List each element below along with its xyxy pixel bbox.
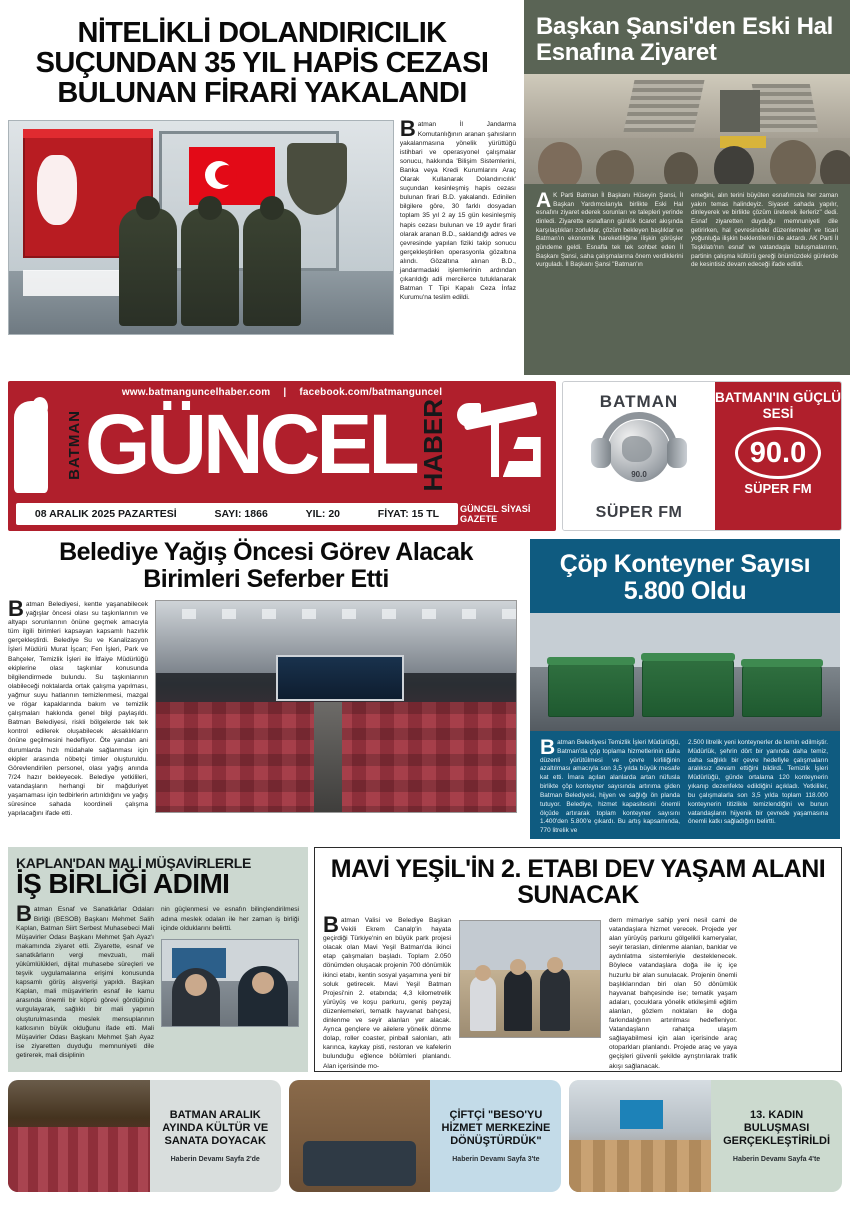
teaser-card[interactable] (8, 1080, 281, 1192)
radio-logo-top-text: BATMAN (599, 392, 679, 411)
trash-bin-icon (548, 663, 634, 717)
mavi-headline: MAVİ YEŞİL'İN 2. ETABI DEV YAŞAM ALANI SUNACAK (330, 855, 826, 909)
lead-article-body (8, 116, 516, 335)
radio-ad-bottom: SÜPER FM (744, 481, 812, 497)
teaser-photo (289, 1080, 431, 1192)
lead-headline: NİTELİKLİ DOLANDIRICILIK SUÇUNDAN 35 YIL HAPİS CEZASI BULUNAN FİRARİ YAKALANDI (35, 17, 489, 110)
cop-body (530, 731, 840, 848)
teaser-card[interactable] (569, 1080, 842, 1192)
second-section (8, 539, 842, 839)
cop-col1: Batman Belediyesi Temizlik İşleri Müdürlüğü, Batman'da çöp toplama hizmetlerinin daha düzenli yürütülmesi ve çevre kirliliğinin azaltılması amacıyla son 3,5 yılda büyük mesafe kat etti. İmara açılan alanlarda artan nüfusla birlikte çöp konteyner sayısında artırıma giden Batman Belediyesi, hijyen ve sağlığı ön planda tutuyor. Belediye, hizmet kapasitesini önemli ölçüde artırarak toplam konteyner sayısını 1.400'den 5.800'e çıkardı. Bu artış kapsamında, 770 litrelik ve (540, 736, 680, 835)
kaplan-headline: İŞ BİRLİĞİ ADIMI (16, 868, 230, 899)
masthead-brand-title: GÜNCEL (85, 397, 416, 492)
cop-photo (530, 613, 840, 731)
cop-col2: 2.500 litrelik yeni konteynerler de temin edilmiştir. Müdürlük, şehrin dört bir yanında daha temiz, daha sağlıklı bir çevre hedefiyle çalışmaların aralıksız devam ettiğini bildirdi. Temizlik İşleri Müdürlüğü, günde ortalama 120 konteynerin yıkanıp dezenfekte edildiğini açıkladı. Yetkililer, bu çalışmalarla son 3,5 yılda toplam 118.000 konteynerin titizlikle temizlendiğini ve bunun vatandaşların hijyenik bir çevrede yaşamasına önemli katkı sağladığını belirtti. (688, 739, 828, 826)
issue-number: SAYI: 1866 (214, 508, 268, 520)
teaser-photo (569, 1080, 711, 1192)
teaser-photo (8, 1080, 150, 1192)
mavi-col2: dern mimariye sahip yeni nesil cami de vatandaşlara hizmet verecek. Projede yer alan yürüyüş parkuru gölgelikli kameryalar, seyir terasları, dinlenme alanları, banklar ve aydınlatma sistemleriyle desteklenecek. Böylece vatandaşlara doğa ile iç içe huzurlu bir alan sunulacak. Projenin önemli başlıklarından biri olan 50 dönümlük hayvanat bahçesinde ise; tematik yaşam adaları, çocuklara yönelik etkileşimli eğitim alanları, gözlem noktaları ile doğa farkındalığının artırılması hedefleniyor. Vatandaşların rahatça ulaşım sağlayabilmesi için alan içerisinde araç otoparkları planlandı. Projede araç ve yaya geçişleri güvenli şekilde ayrıştırılarak trafik akışı sağlanacak. (609, 917, 737, 1070)
facebook-url[interactable]: facebook.com/batmanguncel (299, 387, 443, 398)
headphone-right-icon (667, 438, 687, 468)
masthead-tagline: GÜNCEL SİYASİ GAZETE (460, 504, 531, 524)
belediye-body (8, 596, 524, 818)
jandarma-emblem-icon (287, 143, 347, 215)
belediye-text: Batman Belediyesi, kentte yaşanabilecek yağışlar öncesi olası su taşkınlarının ve altyapı sorunlarının önüne geçmek amacıyla tüm ilgili birimleri kapsayan kapsamlı hazırlık gerçekleştirdi. Belediye Su ve Kanalizasyon İşleri Müdürü Murat İşcan; Fen İşleri, Park ve Bahçeler, Temizlik İşleri ile İtfaiye Müdürlüğü ekiplerine olası taşkınlar konusunda bilgilendirmede bulundu. Su taşkınlarının olabileceği noktalarda ortak çalışma yapılması, yağmur suyu hatlarının temizlenmesi, mazgal ve rögar kapaklarında bakım ve temizlik çalışmaları hakkında genel bilgi paylaşıldı. Batman Belediyesi, riskli bölgelerde tek tek kontrol edilerek oluşabilecek aksaklıkların önüne geçilmesini hedefliyor. Öte yandan ani durumlarda hızlı müdahale sağlanması için ekipler arasında nöbetçi timler oluşturuldu. Görevlendirilen personel, olası yağış anında 7/24 hazır bekleyecek. Belediye yetkilileri, vatandaşların herhangi bir mağduriyet yaşamaması için tedbirlerin artırıldığını ve yağış süresince sahada koordineli çalışma yapılacağını ifade etti. (8, 596, 148, 818)
lead-article-photo (8, 120, 394, 335)
mavi-yesil-article (314, 847, 842, 1072)
publication-date: 08 ARALIK 2025 PAZARTESİ (34, 508, 177, 520)
teaser-title: ÇİFTÇİ "BESO'YU HİZMET MERKEZİNE DÖNÜŞTÜRDÜK" (441, 1108, 551, 1148)
kaplan-photo (161, 939, 299, 1027)
top-section (0, 0, 850, 375)
radio-logo (563, 382, 715, 530)
third-section (8, 847, 842, 1072)
publication-year: YIL: 20 (305, 508, 341, 520)
masthead-info-bar (16, 503, 458, 525)
belediye-headline: Belediye Yağış Öncesi Görev Alacak Birimleri Seferber Etti (59, 538, 473, 593)
top-right-article (524, 0, 850, 375)
bottom-teasers (8, 1080, 842, 1192)
turkish-flag-icon (189, 147, 275, 205)
masthead (8, 381, 842, 531)
belediye-article (8, 539, 524, 839)
woman-silhouette-icon (8, 395, 66, 495)
top-right-headline: Başkan Şansi'den Eski Hal Esnafına Ziyaret (536, 13, 834, 66)
masthead-logo-panel (8, 381, 556, 531)
mavi-col1: Batman Valisi ve Belediye Başkan Vekili Ekrem Canalp'in hayata geçirdiği Türkiye'nin en büyük park projesi olacak olan Mavi Yeşil Batman'da ikinci etap çalışmaları başladı. Toplam 2.050 dönümden oluşacak projenin 700 dönümlük ikinci etabı, kentin sosyal yaşamına yeni bir soluk getirecek. Mavi Yeşil Batman Projesi'nin 2. etabında; 4,3 kilometrelik yürüyüş ve koşu parkuru, geniş peyzaj düzenlemeleri, tematik hayvanat bahçesi, dinlenme ve seyir alanları yer alacak. Ayrıca gençlere ve ailelere yönelik dönme dolap, roller coaster, pinball salonları, atlı karınca, kaykay pisti, restoran ve kafelerin bulunduğu eğlence bölümleri planlandı. Alan içerisinde mo- (323, 912, 451, 1070)
website-url[interactable]: www.batmanguncelhaber.com (121, 387, 271, 398)
teaser-more-link[interactable]: Haberin Devamı Sayfa 3'te (452, 1156, 540, 1164)
teaser-more-link[interactable]: Haberin Devamı Sayfa 4'te (732, 1156, 821, 1164)
headphone-left-icon (591, 438, 611, 468)
top-right-body (524, 184, 850, 282)
kaplan-article (8, 847, 308, 1072)
trash-bin-icon (642, 659, 734, 717)
photo-banner-header (23, 129, 153, 138)
radio-logo-frequency-small: 90.0 (631, 470, 647, 479)
cop-konteyner-article (530, 539, 840, 839)
teaser-title: 13. KADIN BULUŞMASI GERÇEKLEŞTİRİLDİ (723, 1108, 831, 1148)
radio-frequency-badge: 90.0 (735, 427, 821, 479)
lead-body-text: Batman İl Jandarma Komutanlığının aranan şahısların yakalanmasına yönelik yürüttüğü istihbari ve operasyonel çalışmalar sonucu, hakkında 'Bilişim Sistemlerini, Banka veya Kredi Kurumlarını Araç Olarak Kullanarak Dolandırıcılık' suçundan kesinleşmiş hapis cezası bulunan firari B.D. yakalandı. Edinilen bilgilere göre, 30 farklı dosyadan toplam 35 yıl 2 ay 15 gün kesinleşmiş hapis cezası bulunan ve 19 aydır firari olarak aranan B.D., saklandığı adres ve çevresinde yapılan fiziki takip sonucu gerçekleştirilen operasyonla gözaltına alındı. Gözaltına alınan B.D., jandarmadaki işlemlerinin ardından çıkarıldığı adli mercilerce tutuklanarak Batman T Tipi Kapalı Ceza İnfaz Kurumu'na teslim edildi. (399, 116, 516, 302)
photo-officer (119, 208, 177, 326)
kaplan-kicker: KAPLAN'DAN MALİ MÜŞAVİRLERLE (16, 855, 251, 871)
trash-bin-icon (742, 665, 822, 717)
radio-ad[interactable] (562, 381, 842, 531)
oil-derrick-icon (455, 397, 545, 493)
teaser-card[interactable] (289, 1080, 562, 1192)
kaplan-col2: nin güçlenmesi ve esnafın bilinçlendirilmesi adına meslek odaları ile her zaman iş birliği içinde olduklarını belirtti. (161, 906, 299, 932)
teaser-more-link[interactable]: Haberin Devamı Sayfa 2'de (170, 1156, 260, 1164)
photo-officer (243, 208, 301, 326)
radio-logo-bottom-text: SÜPER FM (595, 504, 683, 521)
belediye-photo (155, 600, 517, 813)
teaser-title: BATMAN ARALIK AYINDA KÜLTÜR VE SANATA DOYACAK (162, 1108, 269, 1148)
mavi-photo (459, 920, 601, 1038)
masthead-batman-word: BATMAN (66, 410, 83, 480)
masthead-logo-row (8, 395, 556, 495)
lead-text-column (399, 116, 516, 335)
top-right-col1: AK Parti Batman İl Başkanı Hüseyin Şansi, İl Başkan Yardımcılarıyla birlikte Eski Hal esnafını ziyaret ederek sorunları ve talepleri yerinde dinledi. Ziyarette esnafların günlük ticaret akışında karşılaştıkları zorluklar, çözüm bekleyen başlıklar ve Batman'ın ekonomik hareketliliğine ilişkin görüşler gündeme geldi. Esnafla tek tek sohbet eden İl Başkanı Şansi, saha çalışmalarına önem verdiklerini vurguladı. İl Başkanı Şansi "Batman'ın (536, 188, 683, 269)
top-right-photo (524, 74, 850, 184)
photo-officer (181, 208, 239, 326)
kaplan-body (16, 901, 300, 1060)
radio-ad-title: BATMAN'IN GÜÇLÜ SESİ (715, 390, 841, 421)
mavi-body (323, 912, 833, 1071)
price: FİYAT: 15 TL (377, 508, 440, 520)
cop-headline: Çöp Konteyner Sayısı 5.800 Oldu (559, 550, 811, 605)
url-separator: | (283, 387, 287, 398)
top-right-col2: emeğini, alın terini büyüten esnafımızla her zaman yakın temas halindeyiz. Siyaset sahada yapılır, dinleyerek ve birlikte çözüm üreterek ilerleriz" dedi. Esnaf ziyaretten duyduğu memnuniyeti dile getirirken, hal çevresindeki düzenlemeler ve ticari yoğunluğa ilişkin beklentilerini de aktardı. AK Parti İl Teşkilatı'nın esnaf ve vatandaşla buluşmalarının, partinin çalışma kültürü gereği önümüzdeki günlerde de kesintisiz devam edeceği ifade edildi. (691, 191, 838, 269)
kaplan-col1: Batman Esnaf ve Sanatkârlar Odaları Birliği (BESOB) Başkanı Mehmet Salih Kaplan, Batman Siirt Serbest Muhasebeci Mali Müşavirler Odası Başkanı Mehmet Şah Ayaz'ı makamında ziyaret etti. Ziyarette, esnaf ve sanatkârların vergi mevzuatı, mali yükümlülükleri, dijital muhasebe süreçleri ve teşvik uygulamalarına erişimi konusunda kapsamlı görüş alışverişi yapıldı. Başkan Kaplan, mali müşavirlerin esnaf ile kamu arasında önemli bir köprü görevi gördüğünü vurgulayarak, sağlıklı bir mali yapının oluşturulmasında meslek mensuplarının katkısının büyük olduğunu ifade etti. Mali Müşavirler Odası Başkanı Mehmet Şah Ayaz ise ziyaretten duyduğu memnuniyeti dile getirerek, mali disiplinin (16, 901, 154, 1059)
masthead-haber-word: HABER (417, 398, 448, 492)
lead-article (0, 0, 524, 375)
radio-ad-panel (715, 382, 841, 530)
